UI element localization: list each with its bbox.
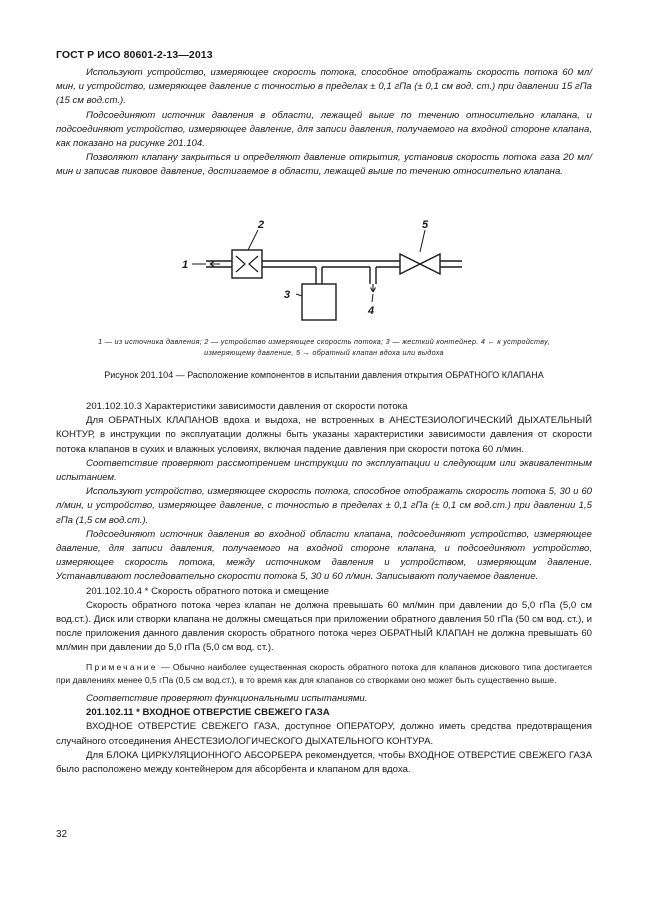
paragraph: Для ОБРАТНЫХ КЛАПАНОВ вдоха и выдоха, не встроенных в АНЕСТЕЗИОЛОГИЧЕСКИЙ ДЫХАТЕЛЬНЫЙ КОНТУР, в инструкции по эксплуатации должны быть указаны характеристики зависимости давления от скорости потока клапанов в сухих и влажных условиях, включая падение давления при скорости потока 60 л/мин.: [56, 415, 592, 455]
label-5: 5: [422, 219, 429, 231]
rigid-container: [302, 284, 336, 320]
note: [56, 661, 592, 687]
valve-test-diagram: [180, 218, 470, 322]
section-heading: 201.102.10.4 * Скорость обратного потока и смещение: [86, 585, 330, 597]
standard-header: ГОСТ Р ИСО 80601-2-13—2013: [56, 49, 213, 61]
paragraph: Скорость обратного потока через клапан не должна превышать 60 мл/мин при давлении до 5,0 гПа (5,0 см вод.ст.). Диск или створки клапана не должны смещаться при приложении обратного давления 50 гПа (50 см вод. ст.), и после приложения данного давления скорость обратного потока через ОБРАТНЫЙ КЛАПАН не должна превышать 60 мл/мин при давлении до 5,0 гПа (5,0 см вод. ст.).: [56, 599, 592, 654]
paragraph: Подсоединяют источник давления во входной области клапана, подсоединяют устройство, измеряющее давление, для записи давления, получаемого на входной стороне клапана, и подсоединяют устройство, измеряющее скорость потока, между источником давления и устройством, измеряющим давление. Устанавливают последовательно скорости потока 5, 30 и 60 л/мин. Записывают получаемое давление.: [56, 528, 592, 583]
label-4: 4: [368, 305, 375, 317]
section-heading: 201.102.10.3 Характеристики зависимости давления от скорости потока: [86, 401, 408, 412]
figure-caption: Рисунок 201.104 — Расположение компонентов в испытании давления открытия ОБРАТНОГО КЛАПАНА: [104, 370, 544, 380]
paragraph: Позволяют клапану закрыться и определяют давление открытия, установив скорость потока газа 20 мл/мин и записав пиковое давление, достигаемое в области, лежащей выше по течению относительно клапана.: [56, 152, 592, 178]
paragraph: Соответствие проверяют функциональными испытаниями.: [86, 693, 368, 705]
legend-line: измеряющему давление, 5 → обратный клапан вдоха или выдоха: [204, 347, 444, 357]
legend-line: 1 — из источника давления; 2 — устройство измеряющее скорость потока; 3 — жесткий контейнер. 4 ← к устройству,: [98, 337, 550, 346]
note-text: — Обычно наиболее существенная скорость обратного потока для клапанов дискового типа достигается при давлениях менее 0,5 гПа (0,5 см вод.ст.), в то время как для клапанов со створками оно может быть существенно выше.: [56, 661, 592, 685]
label-2: 2: [258, 219, 265, 231]
paragraph: Используют устройство, измеряющее скорость потока, способное отображать скорость потока 60 мл/мин, и устройство, измеряющее давление с точностью в пределах ± 0,1 гПа (± 0,1 см вод. ст.) при давлении 15 гПа (15 см вод.ст.).: [56, 67, 592, 107]
section-heading: 201.102.11 * ВХОДНОЕ ОТВЕРСТИЕ СВЕЖЕГО ГАЗА: [86, 707, 330, 719]
paragraph: Для БЛОКА ЦИРКУЛЯЦИОННОГО АБСОРБЕРА рекомендуется, чтобы ВХОДНОЕ ОТВЕРСТИЕ СВЕЖЕГО ГАЗА было расположено между контейнером для абсорбента и клапаном для вдоха.: [56, 749, 592, 776]
paragraph: Используют устройство, измеряющее скорость потока, способное отображать скорость потока 5, 30 и 60 л/мин, и устройство, измеряющее давление, с точностью в пределах ± 0,1 гПа (± 0,1 см вод.ст.) при давлении 1,5 гПа (1,5 см вод.ст.).: [56, 486, 592, 526]
intro-text: [56, 66, 592, 180]
page-number: 32: [56, 829, 68, 840]
note-label: Примечание: [86, 661, 158, 672]
paragraph: ВХОДНОЕ ОТВЕРСТИЕ СВЕЖЕГО ГАЗА, доступное ОПЕРАТОРУ, должно иметь средства предотвращения случайного отсоединения АНЕСТЕЗИОЛОГИЧЕСКОГО ДЫХАТЕЛЬНОГО КОНТУРА.: [56, 721, 592, 747]
main-text: [56, 400, 592, 777]
paragraph: Соответствие проверяют рассмотрением инструкции по эксплуатации и следующим или эквивалентным испытанием.: [56, 457, 592, 484]
figure-legend: [56, 337, 592, 358]
paragraph: Подсоединяют источник давления в области, лежащей выше по течению относительно клапана, и подсоединяют устройство, измеряющее давление, для записи давления, получаемого на входной стороне клапана, как показано на рисунке 201.104.: [56, 109, 592, 150]
flow-meter: [232, 250, 262, 278]
label-3: 3: [284, 289, 291, 301]
check-valve: [400, 254, 440, 274]
label-1: 1: [182, 259, 189, 271]
